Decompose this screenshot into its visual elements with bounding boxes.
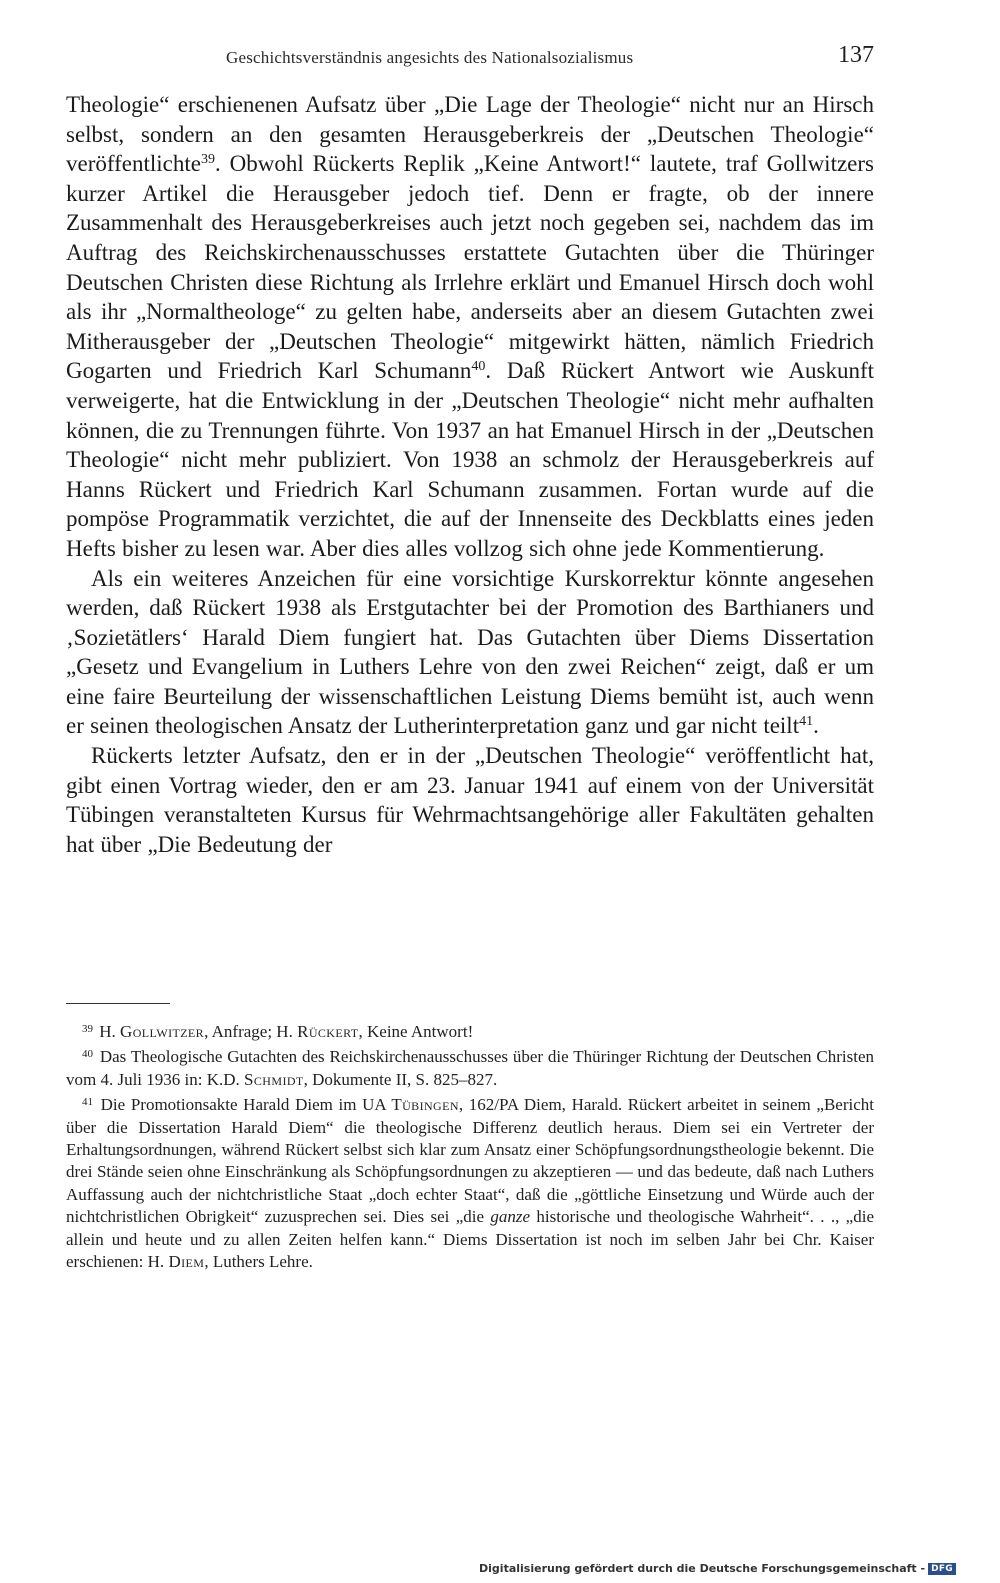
footnote-text: Die Promotionsakte Harald Diem im UA bbox=[100, 1095, 392, 1115]
footnote-text: , Luthers Lehre. bbox=[204, 1252, 313, 1272]
emphasis: ganze bbox=[490, 1207, 531, 1227]
author-name: Schmidt bbox=[244, 1069, 304, 1089]
footnote-text: H. bbox=[99, 1022, 121, 1041]
footnote-number: 41 bbox=[82, 1096, 93, 1109]
footnotes bbox=[66, 1018, 874, 1273]
paragraph-2-part-b: . bbox=[813, 713, 819, 739]
footnote-text: historische und theologische Wahrheit“. . ., „die allein und heute und zu allen Zeiten helfen kann.“ Diems Dissertation ist noch im selben Jahr bei Chr. Kaiser erschienen: H. bbox=[66, 1207, 874, 1272]
running-title: Geschichtsverständnis angesichts des Nationalsozialismus bbox=[226, 48, 634, 67]
footnote-40 bbox=[66, 1043, 874, 1091]
digitization-credit bbox=[479, 1562, 956, 1575]
credit-text: Digitalisierung gefördert durch die Deutsche Forschungsgemeinschaft - bbox=[479, 1562, 926, 1575]
paragraph-1-part-b: . Obwohl Rückerts Replik „Keine Antwort!“ lautete, traf Gollwitzers kurzer Artikel die Herausgeber jedoch tief. Denn er fragte, ob der innere Zusammenhalt des Herausgeberkreises auch jetzt noch gegeben sei, nachdem das im Auftrag des Reichskirchenausschusses erstattete Gutachten über die Thüringer Deutschen Christen diese Richtung als Irrlehre erklärt und Emanuel Hirsch doch wohl als ihr „Normaltheologe“ zu gelten habe, anderseits aber an diesem Gutachten zwei Mitherausgeber der „Deutschen Theologie“ mitgewirkt hätten, nämlich Friedrich Gogarten und Friedrich Karl Schumann bbox=[66, 151, 874, 384]
main-text bbox=[66, 90, 874, 859]
paragraph-1 bbox=[66, 90, 874, 564]
footnote-text: , Dokumente II, S. 825–827. bbox=[303, 1069, 498, 1089]
footnote-ref-41: 41 bbox=[799, 714, 814, 730]
footnote-39 bbox=[66, 1018, 874, 1043]
footnote-ref-39: 39 bbox=[200, 152, 215, 168]
footnote-41 bbox=[66, 1091, 874, 1273]
page-number: 137 bbox=[838, 42, 874, 68]
paragraph-3: Rückerts letzter Aufsatz, den er in der „Deutschen Theologie“ veröffentlicht hat, gibt einen Vortrag wieder, den er am 23. Januar 1941 auf einem von der Universität Tübingen veranstalteten Kursus für Wehrmachtsangehörige aller Fakultäten gehalten hat über „Die Bedeutung der bbox=[66, 743, 874, 857]
paragraph-1-part-a: Theologie“ erschienenen Aufsatz über „Die Lage der Theologie“ nicht nur an Hirsch selbst, sondern an den gesamten Herausgeberkreis der „Deutschen Theologie“ veröffentlichte bbox=[66, 92, 874, 177]
paragraph-2-part-a: Als ein weiteres Anzeichen für eine vorsichtige Kurskorrektur könnte angesehen werden, daß Rückert 1938 als Erstgutachter bei der Promotion des Barthianers und ‚Sozietätlers‘ Harald Diem fungiert hat. Das Gutachten über Diems Dissertation „Gesetz und Evangelium in Luthers Lehre von den zwei Reichen“ zeigt, daß er um eine faire Beurteilung der wissenschaftlichen Leistung Diems bemüht ist, auch wenn er seinen theologischen Ansatz der Lutherinterpretation ganz und gar nicht teilt bbox=[66, 565, 874, 739]
author-name: Diem bbox=[168, 1252, 205, 1272]
footnote-text: , Anfrage; H. bbox=[204, 1022, 298, 1041]
footnote-text: , 162/PA Diem, Harald. Rückert arbeitet in seinem „Bericht über die Dissertation Harald Diem“ die theologische Differenz deutlich heraus. Diem sei ein Vertreter der Erhaltungsordnungen, während Rückert selbst sich klar zum Ansatz einer Schöpfungsordnungstheologie bekennt. Die drei Stände seien ohne Einschränkung als Schöpfungsordnungen zu akzeptieren — und das bedeute, daß nach Luthers Auffassung auch der nichtchristliche Staat „doch echter Staat“, daß die „göttliche Einsetzung und Würde auch der nichtchristlichen Obrigkeit“ zuzusprechen sei. Dies sei „die bbox=[66, 1095, 875, 1227]
paragraph-1-part-c: . Daß Rückert Antwort wie Auskunft verweigerte, hat die Entwicklung in der „Deutschen Theologie“ nicht mehr aufhalten können, die zu Trennungen führte. Von 1937 an hat Emanuel Hirsch in der „Deutschen Theologie“ nicht mehr publiziert. Von 1938 an schmolz der Herausgeberkreis auf Hanns Rückert und Friedrich Karl Schumann zusammen. Fortan wurde auf die pompöse Programmatik verzichtet, die auf der Innenseite des Deckblatts eines jeden Hefts bisher zu lesen war. Aber dies alles vollzog sich ohne jede Kommentierung. bbox=[66, 358, 874, 561]
footnote-text: , Keine Antwort! bbox=[358, 1022, 474, 1041]
footnote-number: 39 bbox=[82, 1023, 93, 1035]
footnote-separator bbox=[66, 1003, 170, 1004]
page-header bbox=[66, 44, 874, 74]
footnote-ref-40: 40 bbox=[471, 359, 486, 375]
author-name: Gollwitzer bbox=[120, 1022, 205, 1041]
archive-name: Tübingen bbox=[391, 1095, 459, 1115]
footnote-number: 40 bbox=[82, 1048, 93, 1061]
author-name: Rückert bbox=[297, 1022, 359, 1041]
footnote-text: Das Theologische Gutachten des Reichskirchenausschusses über die Thüringer Richtung der Deutschen Christen vom 4. Juli 1936 in: K.D. bbox=[66, 1047, 875, 1089]
dfg-logo: DFG bbox=[928, 1563, 956, 1575]
paragraph-2 bbox=[66, 564, 874, 742]
